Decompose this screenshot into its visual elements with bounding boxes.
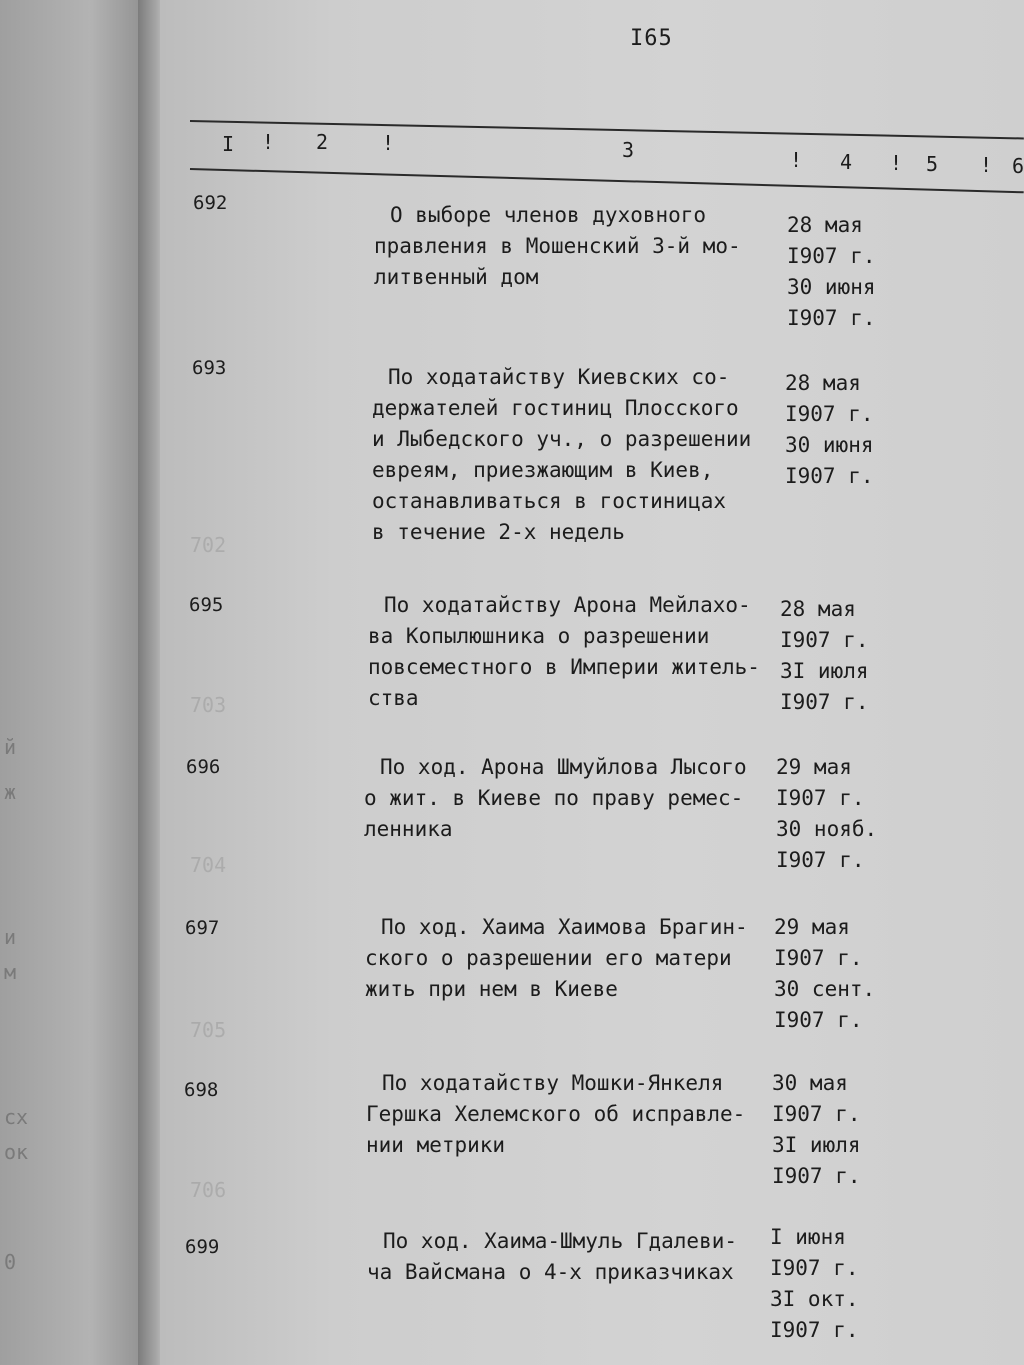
entry-title-line: жить при нем в Киеве — [365, 977, 618, 1001]
entry-title-line: ства — [368, 686, 419, 710]
column-separator: ! — [382, 131, 395, 155]
end-year: I907 г. — [774, 1008, 863, 1032]
column-separator: ! — [790, 148, 803, 172]
entry-dates — [770, 1222, 859, 1346]
end-year: I907 г. — [772, 1164, 861, 1188]
entry-title-line: ленника — [364, 817, 453, 841]
entry-number: 698 — [184, 1079, 219, 1101]
left-page-fragment: сх — [4, 1105, 29, 1129]
entry-title-line: ва Копылюшника о разрешении — [368, 624, 710, 648]
end-date: 30 нояб. — [776, 817, 878, 841]
column-header-6: 6 — [1012, 154, 1024, 178]
column-header-1: I — [222, 132, 235, 156]
column-header-4: 4 — [840, 150, 853, 174]
entry-title — [366, 1068, 745, 1161]
entry-title-line: По ходатайству Арона Мейлахо- — [384, 593, 751, 617]
entry-number: 696 — [186, 756, 221, 778]
end-year: I907 г. — [785, 464, 874, 488]
entry-title — [368, 590, 760, 714]
start-date: 28 мая — [785, 371, 861, 395]
left-page-fragment: й — [4, 735, 17, 759]
end-date: 30 июня — [787, 275, 876, 299]
entry-title-line: евреям, приезжающим в Киев, — [372, 458, 714, 482]
left-page-fragment: м — [4, 960, 17, 984]
left-page-fragment: и — [4, 925, 17, 949]
entry-title-line: По ходатайству Мошки-Янкеля — [382, 1071, 724, 1095]
entry-title-line: о жит. в Киеве по праву ремес- — [364, 786, 744, 810]
entry-title-line: держателей гостиниц Плосского — [372, 396, 739, 420]
entry-title-line: О выборе членов духовного — [390, 203, 707, 227]
entry-number: 697 — [185, 917, 220, 939]
bleed-through-text: 704 — [190, 853, 227, 877]
start-year: I907 г. — [780, 628, 869, 652]
start-date: 29 мая — [776, 755, 852, 779]
entry-number: 693 — [192, 357, 227, 379]
entry-title-line: правления в Мошенский 3-й мо- — [374, 234, 741, 258]
entry-dates — [787, 210, 876, 334]
start-date: 28 мая — [787, 213, 863, 237]
entry-title-line: литвенный дом — [374, 265, 539, 289]
end-date: 30 июня — [785, 433, 874, 457]
entry-dates — [772, 1068, 861, 1192]
column-separator: ! — [980, 153, 993, 177]
end-year: I907 г. — [776, 848, 865, 872]
start-year: I907 г. — [776, 786, 865, 810]
entry-title-line: По ход. Хаима-Шмуль Гдалеви- — [383, 1229, 738, 1253]
entry-dates — [776, 752, 877, 876]
start-date: 30 мая — [772, 1071, 848, 1095]
start-date: 29 мая — [774, 915, 850, 939]
left-page-fragment: ок — [4, 1140, 29, 1164]
entry-title-line: ча Вайсмана о 4-х приказчиках — [367, 1260, 734, 1284]
end-year: I907 г. — [787, 306, 876, 330]
start-year: I907 г. — [770, 1256, 859, 1280]
start-date: 28 мая — [780, 597, 856, 621]
entry-dates — [785, 368, 874, 492]
start-year: I907 г. — [785, 402, 874, 426]
column-header-3: 3 — [622, 138, 635, 162]
entry-title — [367, 1226, 737, 1288]
start-date: I июня — [770, 1225, 846, 1249]
entry-title — [372, 362, 751, 548]
entry-title-line: По ход. Хаима Хаимова Брагин- — [381, 915, 748, 939]
page-number: I65 — [630, 26, 673, 51]
entry-number: 699 — [185, 1236, 220, 1258]
end-date: 3I июля — [780, 659, 869, 683]
entry-dates — [774, 912, 875, 1036]
entry-title-line: нии метрики — [366, 1133, 506, 1157]
entry-title — [365, 912, 748, 1005]
entry-title-line: ского о разрешении его матери — [365, 946, 732, 970]
entry-number: 695 — [189, 594, 224, 616]
column-separator: ! — [262, 130, 275, 154]
entry-title-line: и Лыбедского уч., о разрешении — [372, 427, 752, 451]
start-year: I907 г. — [772, 1102, 861, 1126]
end-year: I907 г. — [780, 690, 869, 714]
bleed-through-text: 705 — [190, 1018, 227, 1042]
left-page-fragment: 0 — [4, 1250, 17, 1274]
entry-title-line: По ходатайству Киевских со- — [388, 365, 730, 389]
entry-title — [364, 752, 747, 845]
end-year: I907 г. — [770, 1318, 859, 1342]
column-separator: ! — [890, 151, 903, 175]
entry-title-line: Гершка Хелемского об исправле- — [366, 1102, 746, 1126]
end-date: 3I июля — [772, 1133, 861, 1157]
end-date: 3I окт. — [770, 1287, 859, 1311]
start-year: I907 г. — [774, 946, 863, 970]
entry-title-line: в течение 2-х недель — [372, 520, 625, 544]
column-header-5: 5 — [926, 152, 939, 176]
entry-number: 692 — [193, 192, 228, 214]
bleed-through-text: 702 — [190, 533, 227, 557]
entry-dates — [780, 594, 869, 718]
entry-title-line: По ход. Арона Шмуйлова Лысого — [380, 755, 747, 779]
entry-title-line: повсеместного в Империи житель- — [368, 655, 760, 679]
bleed-through-text: 703 — [190, 693, 227, 717]
entry-title — [374, 200, 741, 293]
end-date: 30 сент. — [774, 977, 876, 1001]
left-page — [0, 0, 150, 1365]
left-page-fragment: ж — [4, 780, 17, 804]
bleed-through-text: 706 — [190, 1178, 227, 1202]
entry-title-line: останавливаться в гостиницах — [372, 489, 727, 513]
column-header-2: 2 — [316, 130, 329, 154]
start-year: I907 г. — [787, 244, 876, 268]
